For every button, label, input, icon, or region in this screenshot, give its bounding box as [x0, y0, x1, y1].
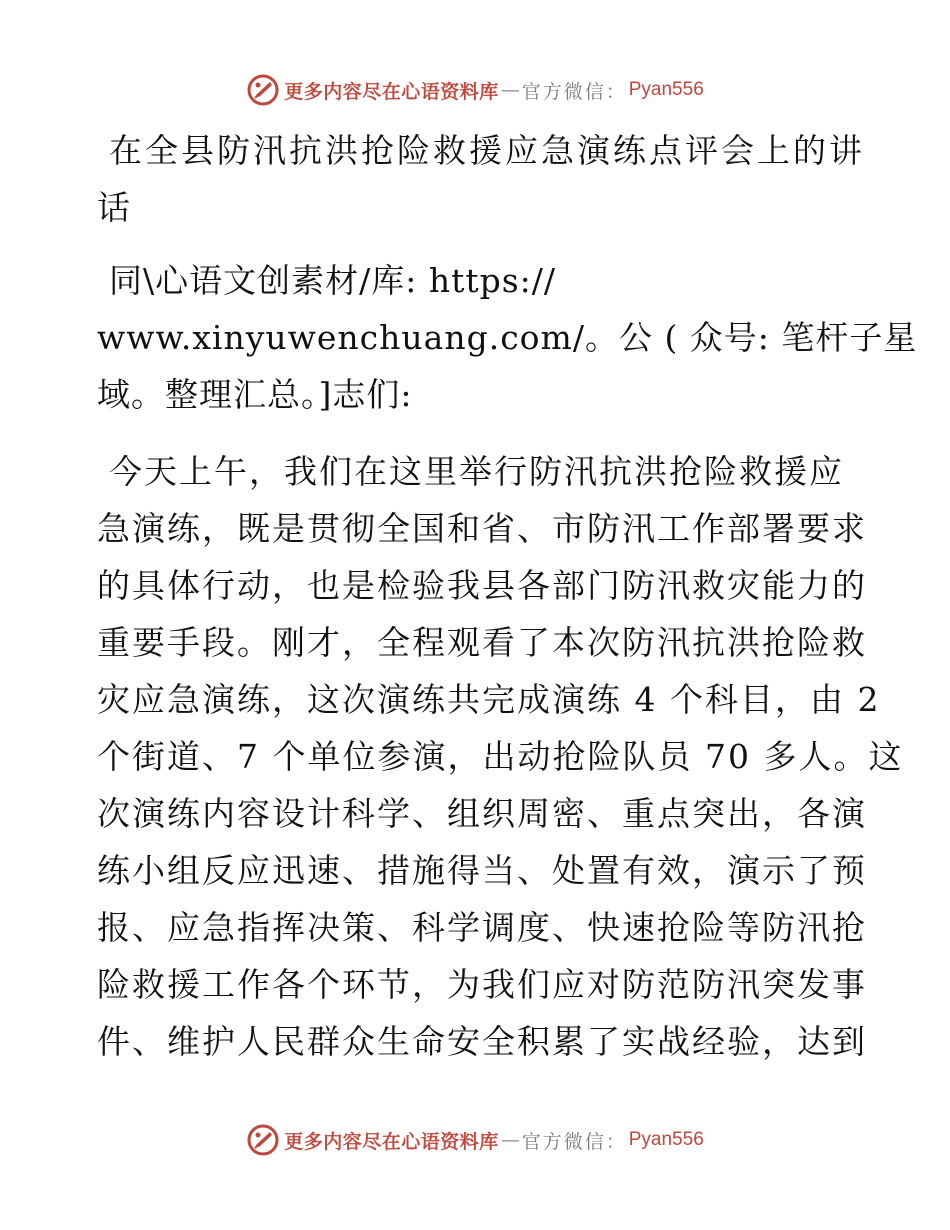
- body-line: 险救援工作各个环节，为我们应对防范防汛突发事: [97, 965, 867, 1004]
- body-line: 急演练，既是贯彻全国和省、市防汛工作部署要求: [97, 509, 867, 548]
- title-line: 在全县防汛抗洪抢险救援应急演练点评会上的讲: [109, 131, 865, 170]
- intro-line: 域。整理汇总。]志们:: [97, 375, 413, 414]
- intro-line: www.xinyuwenchuang.com/。公 ( 众号: 笔杆子星: [97, 318, 918, 357]
- banner-dash: —: [500, 79, 520, 101]
- body-line: 灾应急演练，这次演练共完成演练 4 个科目，由 2: [97, 680, 881, 719]
- body-paragraph: [97, 443, 904, 1070]
- banner-wechat-id: Pyan556: [628, 1129, 704, 1150]
- body-line: 件、维护人民群众生命安全积累了实战经验，达到: [97, 1022, 867, 1061]
- banner-title: 更多内容尽在心语资料库: [284, 1130, 499, 1153]
- banner-subtitle: 官方微信：: [521, 1130, 627, 1153]
- logo-icon: [246, 73, 280, 107]
- footer-banner: [0, 1120, 950, 1160]
- intro-paragraph: [97, 252, 918, 423]
- body-line: 报、应急指挥决策、科学调度、快速抢险等防汛抢: [97, 908, 867, 947]
- intro-line: 同\心语文创素材/库: https://: [109, 261, 557, 300]
- title-line: 话: [97, 188, 133, 227]
- header-banner: [0, 70, 950, 110]
- banner-wechat-id: Pyan556: [628, 79, 704, 100]
- body-line: 个街道、7 个单位参演，出动抢险队员 70 多人。这: [97, 737, 904, 776]
- body-line: 重要手段。刚才，全程观看了本次防汛抗洪抢险救: [97, 623, 867, 662]
- body-line: 次演练内容设计科学、组织周密、重点突出，各演: [97, 794, 867, 833]
- document-title: [97, 122, 865, 236]
- body-line: 今天上午，我们在这里举行防汛抗洪抢险救援应: [109, 452, 844, 491]
- logo-icon: [246, 1123, 280, 1157]
- body-line: 练小组反应迅速、措施得当、处置有效，演示了预: [97, 851, 867, 890]
- banner-dash: —: [500, 1129, 520, 1151]
- banner-subtitle: 官方微信：: [521, 80, 627, 103]
- body-line: 的具体行动，也是检验我县各部门防汛救灾能力的: [97, 566, 867, 605]
- banner-title: 更多内容尽在心语资料库: [284, 80, 499, 103]
